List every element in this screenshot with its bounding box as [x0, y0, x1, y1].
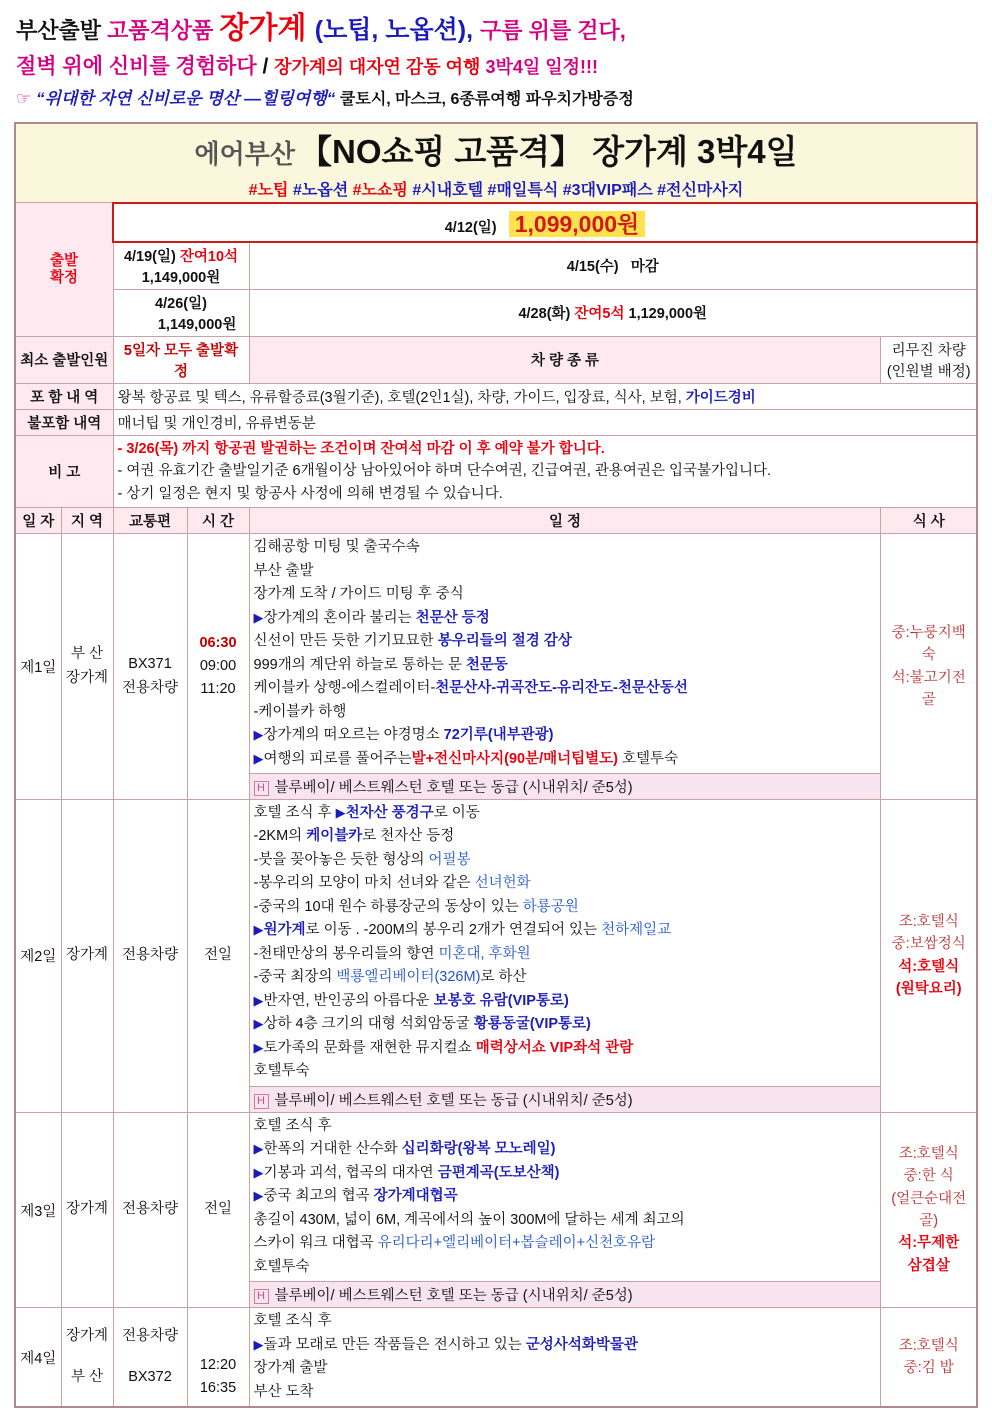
schedule-line [254, 849, 877, 872]
price-text: 마감 [630, 259, 659, 276]
seg: -중국의 10대 원수 하룡장군의 동상이 있는 [253, 898, 523, 915]
promo-seg: “위대한 자연 신비로운 명산 —힐링여행“ [35, 88, 340, 108]
seg: ▶ [253, 1164, 264, 1180]
seg: 천자산 풍경구 [345, 805, 434, 821]
seat-text: 잔여5석 [574, 306, 625, 323]
seg: 장가계 도착 / 가이드 미팅 후 중식 [253, 586, 464, 603]
remark-row [15, 435, 977, 507]
time-item: 전일 [203, 947, 232, 964]
seg: 미혼대, 후화원 [438, 945, 531, 962]
schedule-line [254, 1037, 877, 1060]
meal-item: 석:호텔식 [898, 958, 960, 975]
departure-label-line2: 확정 [49, 269, 78, 286]
schedule-line [254, 990, 877, 1013]
schedule-line [254, 701, 877, 724]
hotel-icon: H [254, 781, 269, 796]
hashtag: #노쇼핑 [352, 181, 413, 199]
featured-departure-row [15, 203, 977, 242]
col-header-region: 지 역 [61, 508, 113, 534]
seg: 천하제일교 [601, 922, 672, 939]
schedule-line [254, 677, 877, 700]
price-text: 1,149,000원 [157, 316, 237, 333]
region-cell [61, 800, 113, 1113]
min-people-label: 최소 출발인원 [15, 336, 113, 383]
region-item: 장가계 [65, 1201, 109, 1218]
seg: 호텔 조식 후 [253, 805, 336, 821]
seg: 호텔투숙 [253, 1063, 310, 1080]
meal-item: 조:호텔식 [898, 1337, 959, 1354]
seg: 반자연, 반인공의 아름다운 [263, 992, 434, 1009]
departure-date-right[interactable] [249, 242, 977, 290]
schedule-line [254, 583, 877, 606]
schedule-line [254, 630, 877, 653]
schedule-line [254, 607, 877, 630]
hotel-cell [249, 1282, 881, 1308]
itinerary-row [15, 1308, 977, 1407]
seg: 로 이동 [433, 805, 480, 821]
departure-confirmed-label [15, 203, 113, 337]
hashtag: #노팁 [248, 181, 293, 199]
seg: 유리다리+엘리베이터+봅슬레이+신천호유람 [377, 1235, 656, 1252]
departure-date-left[interactable] [113, 242, 249, 290]
promo-seg: 3박4일 일정!!! [485, 56, 598, 77]
transport-item: 전용차량 [121, 1201, 179, 1218]
transport-cell [113, 1308, 187, 1407]
seg: 스카이 워크 대협곡 [253, 1235, 378, 1252]
seg: 한폭의 거대한 산수화 [263, 1141, 402, 1158]
seg: -천태만상의 봉우리들의 향연 [253, 945, 439, 962]
itinerary-row [15, 1112, 977, 1281]
seg: -붓을 꽂아놓은 듯한 형상의 [253, 851, 429, 868]
schedule-line [254, 724, 877, 747]
schedule-line [254, 896, 877, 919]
promo-seg: 장가계의 대자연 감동 여행 [274, 56, 486, 77]
include-highlight: 가이드경비 [685, 389, 756, 406]
remark-value [113, 435, 977, 507]
min-people-value: 5일자 모두 출발확정 [113, 336, 249, 383]
meal-item: 석:불고기전 [891, 669, 966, 686]
col-header-transport: 교통편 [113, 508, 187, 534]
region-item: 장가계 [65, 1327, 109, 1344]
seg: 호텔투숙 [253, 1258, 310, 1275]
meal-item: 중:한 식 [903, 1168, 954, 1185]
meal-item: 골 [921, 692, 936, 709]
meal-item: 중:김 밥 [903, 1360, 954, 1377]
seg: ▶ [253, 1188, 264, 1204]
include-row [15, 383, 977, 409]
remark-item: - 3/26(목) 까지 항공권 발권하는 조건이며 잔여석 마감 이 후 예약 불가 합니다. [117, 440, 605, 457]
date-text: 4/28(화) [518, 306, 571, 323]
day-number: 제3일 [15, 1112, 61, 1307]
region-item: 장가계 [65, 669, 109, 686]
meal-cell [881, 800, 977, 1113]
seg: ▶ [253, 1141, 264, 1157]
schedule-line [254, 825, 877, 848]
product-table [14, 122, 978, 1408]
region-cell [61, 1112, 113, 1307]
seg: 72기루(내부관광) [443, 727, 554, 744]
meal-item: 중:보쌈정식 [891, 936, 966, 953]
seg: 호텔 조식 후 [253, 1313, 332, 1330]
schedule-line [254, 1115, 877, 1138]
pointing-hand-icon: ☞ [16, 88, 36, 108]
seg: 총길이 430M, 넓이 6M, 계곡에서의 높이 300M에 달하는 세계 최고의 [253, 1211, 685, 1228]
region-item: 장가계 [65, 947, 109, 964]
seg: 원가계 [263, 922, 306, 939]
transport-cell [113, 800, 187, 1113]
seg: -케이블카 하행 [253, 703, 347, 720]
title-row [15, 123, 977, 203]
time-cell [187, 534, 249, 800]
meal-item: 석:무제한 [898, 1235, 960, 1252]
seg: 호텔투숙 [618, 750, 679, 767]
transport-item: 전용차량 [121, 1327, 179, 1344]
date-text: 4/15(수) [566, 259, 619, 276]
seg: 장가계대협곡 [373, 1188, 458, 1205]
region-cell [61, 1308, 113, 1407]
date-text: 4/26(일) [155, 295, 207, 312]
seg: ▶ [253, 1016, 264, 1032]
promo-seg: 고품격상품 [107, 18, 220, 43]
time-item: 16:35 [199, 1380, 237, 1397]
include-label: 포 함 내 역 [15, 383, 113, 409]
car-type-value: 리무진 차량(인원별 배정) [881, 336, 977, 383]
transport-item: 전용차량 [121, 679, 179, 696]
include-text: 왕복 항공료 및 텍스, 유류할증료(3월기준), 호텔(2인1실), 차량, 가이드, 입장료, 식사, 보험, [117, 389, 686, 406]
hashtag: #시내호텔 [412, 181, 488, 199]
schedule-line [254, 1357, 877, 1380]
remark-label: 비 고 [15, 435, 113, 507]
seg: ▶ [253, 922, 264, 938]
schedule-line [254, 966, 877, 989]
promo-line-3 [16, 88, 978, 110]
seg: 백룡엘리베이터(326M) [336, 969, 481, 986]
region-cell [61, 534, 113, 800]
featured-date: 4/12(일) [444, 219, 497, 236]
schedule-line [254, 1060, 877, 1083]
hotel-cell [249, 1086, 881, 1112]
schedule-line [254, 943, 877, 966]
schedule-line [254, 1310, 877, 1333]
promo-seg: 쿨토시, 마스크, 6종류여행 파우치가방증정 [339, 90, 634, 108]
region-item: 부 산 [70, 1369, 104, 1386]
seg: 케이블카 상행-에스컬레이터- [253, 680, 436, 697]
schedule-cell [249, 1308, 881, 1407]
schedule-line [254, 654, 877, 677]
promo-seg: (노팁, 노옵션), [314, 16, 480, 44]
transport-cell [113, 1112, 187, 1307]
departure-date-left[interactable] [113, 289, 249, 336]
price-text: 1,129,000원 [628, 306, 708, 323]
seg: 장가계의 떠오르는 야경명소 [263, 727, 444, 744]
seg: ▶ [253, 1039, 264, 1055]
seg: 장가계의 혼이라 불리는 [263, 609, 416, 626]
seg: 여행의 피로를 풀어주는 [263, 750, 412, 767]
seg: -중국 최장의 [253, 969, 337, 986]
departure-row [15, 289, 977, 336]
hashtag: #전신마사지 [657, 181, 744, 199]
departure-label-line1: 출발 [49, 252, 78, 269]
departure-row [15, 242, 977, 290]
hashtag: #매일특식 [487, 181, 563, 199]
time-item: 09:00 [199, 657, 237, 674]
meal-cell [881, 1112, 977, 1307]
include-value [113, 383, 977, 409]
schedule-line [254, 872, 877, 895]
product-title-cell [15, 123, 977, 203]
hashtag-list [20, 177, 972, 200]
seg: 김해공항 미팅 및 출국수속 [253, 539, 420, 556]
transport-cell [113, 534, 187, 800]
departure-date-right[interactable] [249, 289, 977, 336]
seg: -2KM의 [253, 828, 307, 845]
exclude-row [15, 409, 977, 435]
featured-price: 1,099,000원 [509, 211, 646, 237]
schedule-line [254, 1185, 877, 1208]
schedule-line [254, 1381, 877, 1404]
seg: 케이블카 [306, 828, 363, 845]
seg: 선녀헌화 [474, 875, 531, 892]
seg: 중국 최고의 협곡 [263, 1188, 374, 1205]
meal-item: (얼큰순대전 [891, 1190, 967, 1207]
itinerary-row [15, 534, 977, 774]
promo-seg: 장가계 [219, 12, 315, 45]
min-people-row [15, 336, 977, 383]
seg: 부산 출발 [253, 562, 314, 579]
remark-item: - 상기 일정은 현지 및 항공사 사정에 의해 변경될 수 있습니다. [117, 485, 503, 502]
seg: 천문동 [465, 656, 508, 673]
schedule-line [254, 1256, 877, 1279]
time-cell [187, 1308, 249, 1407]
schedule-line [254, 919, 877, 942]
hotel-text: 블루베이/ 베스트웨스턴 호텔 또는 동급 (시내위치/ 준5성) [274, 1288, 633, 1305]
meal-cell [881, 1308, 977, 1407]
meal-item: 숙 [921, 647, 936, 664]
seat-text: 잔여10석 [179, 248, 239, 265]
schedule-line [254, 1209, 877, 1232]
meal-cell [881, 534, 977, 800]
seg: ▶ [335, 805, 346, 820]
promo-line-2 [16, 54, 978, 80]
seg: 군성사석화박물관 [525, 1336, 638, 1353]
hotel-cell [249, 774, 881, 800]
region-item: 부 산 [70, 646, 104, 663]
itinerary-row [15, 800, 977, 1087]
promo-seg: 절벽 위에 신비를 경험하다 [16, 54, 263, 78]
seg: 부산 도착 [253, 1383, 314, 1400]
time-item: 06:30 [199, 634, 237, 651]
seg: -봉우리의 모양이 마치 선녀와 같은 [253, 875, 475, 892]
transport-item: BX372 [128, 1369, 172, 1386]
seg: 황룡동굴(VIP통로) [473, 1016, 591, 1033]
col-header-schedule: 일 정 [249, 508, 881, 534]
itinerary-header-row [15, 508, 977, 534]
seg: 로 천자산 등정 [362, 828, 455, 845]
seg: ▶ [253, 609, 264, 625]
hotel-text: 블루베이/ 베스트웨스턴 호텔 또는 동급 (시내위치/ 준5성) [274, 780, 633, 796]
schedule-line [254, 560, 877, 583]
hashtag: #노옵션 [292, 181, 353, 199]
meal-item: 삼겹살 [907, 1257, 950, 1274]
time-item: 전일 [203, 1201, 232, 1218]
featured-departure-cell[interactable] [113, 203, 977, 242]
schedule-cell [249, 1112, 881, 1281]
seg: ▶ [253, 1336, 264, 1352]
exclude-value: 매너팁 및 개인경비, 유류변동분 [113, 409, 977, 435]
seg: 로 이동 . -200M의 봉우리 2개가 연결되어 있는 [305, 922, 602, 939]
col-header-time: 시 간 [187, 508, 249, 534]
seg: 호텔 조식 후 [253, 1117, 332, 1134]
schedule-line [254, 1138, 877, 1161]
seg: ▶ [253, 727, 264, 743]
seg: 로 하산 [480, 969, 527, 986]
promo-seg: 부산출발 [16, 18, 108, 43]
seg: 장가계 출발 [253, 1360, 328, 1377]
remark-item: - 여권 유효기간 출발일기준 6개월이상 남아있어야 하며 단수여권, 긴급여권, 관용여권은 입국불가입니다. [117, 463, 772, 480]
time-cell [187, 1112, 249, 1307]
time-item: 11:20 [200, 681, 236, 698]
hotel-text: 블루베이/ 베스트웨스턴 호텔 또는 동급 (시내위치/ 준5성) [274, 1092, 633, 1109]
seg: 어필봉 [428, 851, 471, 868]
col-header-date: 일 자 [15, 508, 61, 534]
promo-seg: / [262, 54, 275, 78]
page-title: 【NO쇼핑 고품격】 장가계 3박4일 [299, 132, 798, 170]
schedule-cell [249, 534, 881, 774]
exclude-label: 불포함 내역 [15, 409, 113, 435]
hotel-icon: H [254, 1289, 269, 1304]
seg: 매력상서쇼 VIP좌석 관람 [475, 1039, 634, 1056]
day-number: 제1일 [15, 534, 61, 800]
seg: 하룡공원 [522, 898, 579, 915]
meal-item: 조:호텔식 [898, 1145, 959, 1162]
seg: 십리화랑(왕복 모노레일) [401, 1141, 556, 1158]
title-line [20, 126, 972, 173]
hashtag: #3대VIP패스 [562, 181, 658, 199]
date-text: 4/19(일) [123, 248, 176, 265]
promo-line-1 [16, 10, 978, 48]
seg: 천문산 등정 [415, 609, 490, 626]
seg: ▶ [253, 750, 264, 766]
seg: 금편계곡(도보산책) [437, 1164, 560, 1181]
promo-header [16, 10, 978, 110]
time-cell [187, 800, 249, 1113]
col-header-meal: 식 사 [881, 508, 977, 534]
seg: 봉우리들의 절경 감상 [437, 633, 572, 650]
seg: 999개의 계단위 하늘로 통하는 문 [253, 656, 466, 673]
schedule-cell [249, 800, 881, 1087]
day-number: 제2일 [15, 800, 61, 1113]
schedule-line [254, 1162, 877, 1185]
promo-seg: 구름 위를 걷다, [479, 18, 626, 43]
seg: 기봉과 괴석, 협곡의 대자연 [263, 1164, 438, 1181]
seg: 보봉호 유람(VIP통로) [433, 992, 569, 1009]
schedule-line [254, 748, 877, 771]
seg: 상하 4층 크기의 대형 석회암동굴 [263, 1016, 474, 1033]
seg: 신선이 만든 듯한 기기묘묘한 [253, 633, 438, 650]
airline-name: 에어부산 [194, 138, 295, 169]
schedule-line [254, 1232, 877, 1255]
transport-item: 전용차량 [121, 947, 179, 964]
car-type-label: 차 량 종 류 [249, 336, 881, 383]
transport-item: BX371 [128, 656, 172, 673]
seg: 천문산사-귀곡잔도-유리잔도-천문산동선 [435, 680, 688, 697]
seg: 발+전신마사지(90분/매너팁별도) [411, 750, 619, 767]
meal-item: 중:누룽지백 [891, 624, 966, 641]
price-text: 1,149,000원 [141, 269, 221, 286]
meal-item: 골) [919, 1213, 939, 1229]
time-item: 12:20 [199, 1356, 237, 1373]
seg: ▶ [253, 992, 264, 1008]
schedule-line [254, 802, 877, 825]
seg: 돌과 모래로 만든 작품들은 전시하고 있는 [263, 1336, 526, 1353]
schedule-line [254, 1013, 877, 1036]
schedule-line [254, 1334, 877, 1357]
meal-item: (원탁요리) [895, 981, 962, 998]
meal-item: 조:호텔식 [898, 913, 959, 930]
day-number: 제4일 [15, 1308, 61, 1407]
schedule-line [254, 536, 877, 559]
seg: 토가족의 문화를 재현한 뮤지컬쇼 [263, 1039, 476, 1056]
hotel-icon: H [254, 1094, 269, 1109]
